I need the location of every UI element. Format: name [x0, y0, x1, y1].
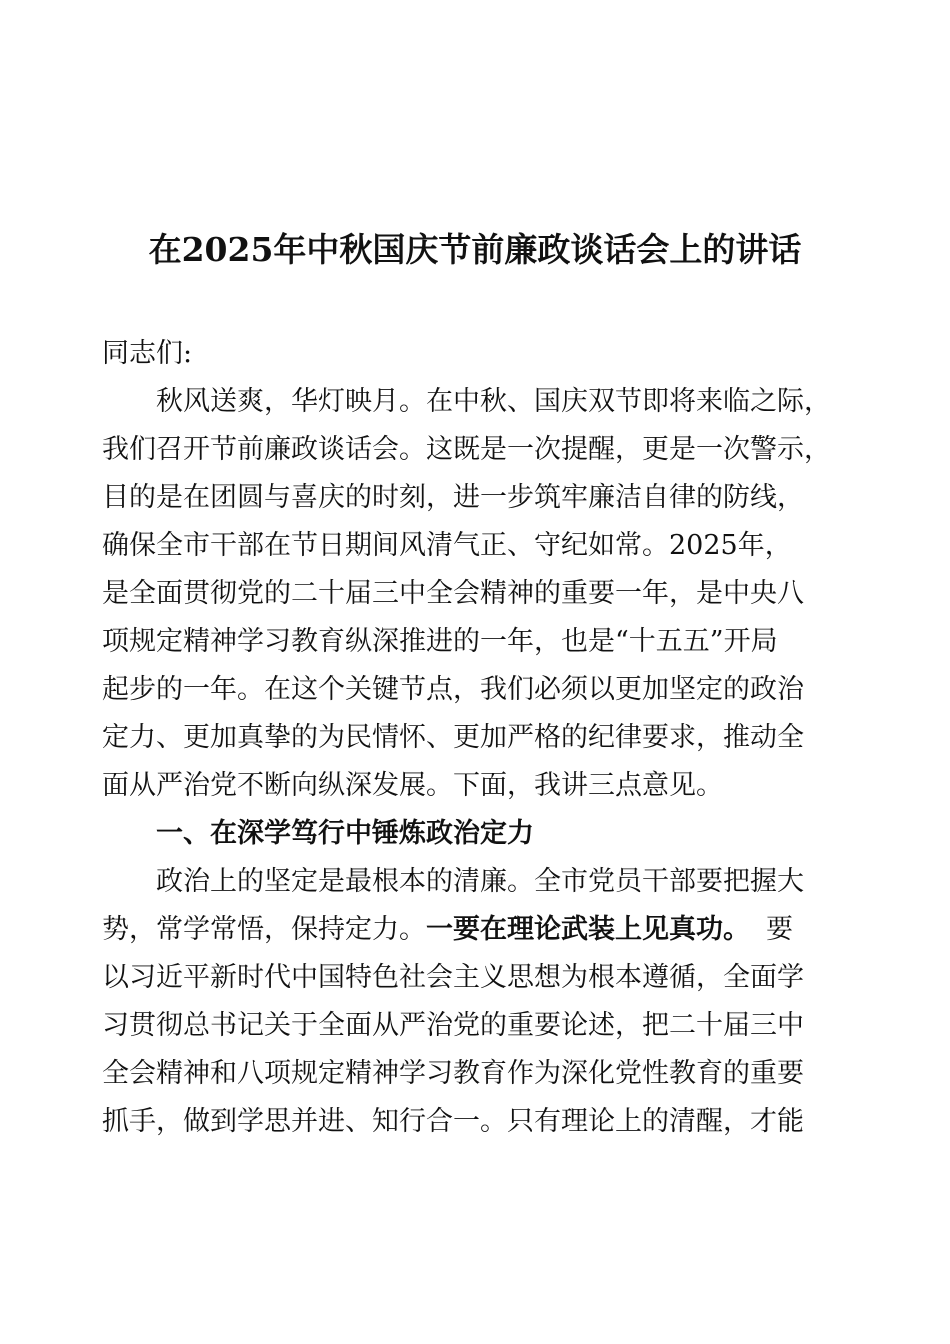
paragraph-line: 目的是在团圆与喜庆的时刻，进一步筑牢廉洁自律的防线，	[102, 482, 804, 513]
paragraph-line: 定力、更加真挚的为民情怀、更加严格的纪律要求，推动全	[102, 722, 804, 753]
paragraph-line: 是全面贯彻党的二十届三中全会精神的重要一年，是中央八	[102, 578, 804, 609]
paragraph-line: 确保全市干部在节日期间风清气正、守纪如常。2025年，	[102, 530, 792, 561]
paragraph-line: 习贯彻总书记关于全面从严治党的重要论述，把二十届三中	[102, 1010, 804, 1041]
section-heading: 一、在深学笃行中锤炼政治定力	[102, 818, 534, 849]
paragraph-line: 面从严治党不断向纵深发展。下面，我讲三点意见。	[102, 770, 723, 801]
paragraph-line: 以习近平新时代中国特色社会主义思想为根本遵循，全面学	[102, 962, 804, 993]
paragraph-line: 项规定精神学习教育纵深推进的一年，也是“十五五”开局	[102, 626, 778, 657]
paragraph-line: 起步的一年。在这个关键节点，我们必须以更加坚定的政治	[102, 674, 804, 705]
paragraph-text: 势，常学常悟，保持定力。	[102, 914, 426, 945]
salutation: 同志们:	[102, 338, 193, 369]
paragraph-text: 要	[766, 914, 793, 945]
paragraph-line: 政治上的坚定是最根本的清廉。全市党员干部要把握大	[102, 866, 804, 897]
paragraph-line: 我们召开节前廉政谈话会。这既是一次提醒，更是一次警示，	[102, 434, 831, 465]
paragraph-line: 抓手，做到学思并进、知行合一。只有理论上的清醒，才能	[102, 1106, 804, 1137]
paragraph-line: 全会精神和八项规定精神学习教育作为深化党性教育的重要	[102, 1058, 804, 1089]
paragraph-line	[102, 910, 793, 950]
bold-emphasis: 一要在理论武装上见真功。	[426, 914, 750, 945]
document-title: 在2025年中秋国庆节前廉政谈话会上的讲话	[148, 230, 802, 269]
paragraph-line: 秋风送爽，华灯映月。在中秋、国庆双节即将来临之际，	[102, 386, 831, 417]
